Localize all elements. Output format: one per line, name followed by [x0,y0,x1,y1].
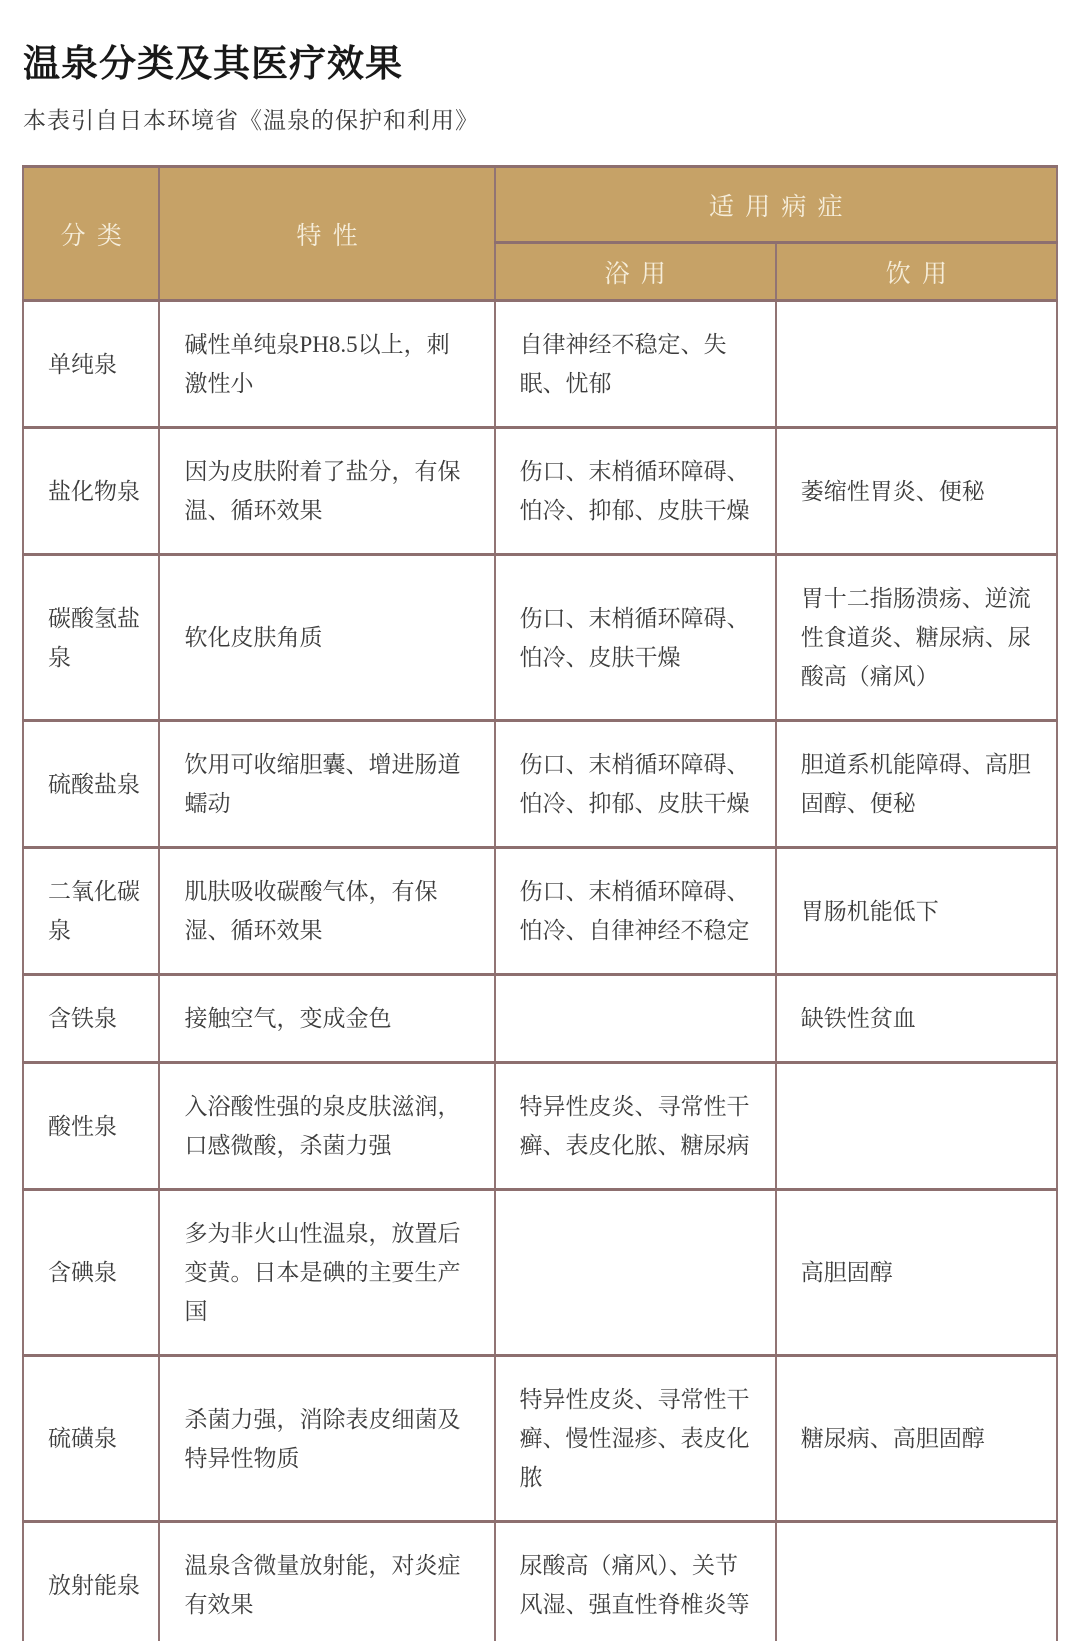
hot-spring-classification-table [22,165,1058,1641]
header-category: 分类 [23,167,159,301]
cell-bath: 伤口、末梢循环障碍、怕冷、皮肤干燥 [495,555,776,721]
cell-bath: 伤口、末梢循环障碍、怕冷、抑郁、皮肤干燥 [495,721,776,848]
cell-drink: 缺铁性贫血 [776,975,1057,1063]
cell-drink: 萎缩性胃炎、便秘 [776,428,1057,555]
table-row [23,1356,1057,1522]
table-row [23,721,1057,848]
cell-bath: 特异性皮炎、寻常性干癣、慢性湿疹、表皮化脓 [495,1356,776,1522]
cell-category: 酸性泉 [23,1063,159,1190]
table-row [23,428,1057,555]
cell-characteristics: 多为非火山性温泉，放置后变黄。日本是碘的主要生产国 [159,1190,494,1356]
header-indications: 适用病症 [495,167,1058,243]
cell-category: 含铁泉 [23,975,159,1063]
cell-characteristics: 肌肤吸收碳酸气体，有保湿、循环效果 [159,848,494,975]
cell-characteristics: 软化皮肤角质 [159,555,494,721]
table-row [23,975,1057,1063]
cell-bath [495,1190,776,1356]
cell-category: 硫磺泉 [23,1356,159,1522]
cell-bath: 伤口、末梢循环障碍、怕冷、抑郁、皮肤干燥 [495,428,776,555]
cell-characteristics: 饮用可收缩胆囊、增进肠道蠕动 [159,721,494,848]
cell-category: 碳酸氢盐泉 [23,555,159,721]
cell-bath: 伤口、末梢循环障碍、怕冷、自律神经不稳定 [495,848,776,975]
cell-drink: 高胆固醇 [776,1190,1057,1356]
cell-drink: 胃肠机能低下 [776,848,1057,975]
cell-characteristics: 温泉含微量放射能，对炎症有效果 [159,1522,494,1641]
table-row [23,555,1057,721]
cell-characteristics: 因为皮肤附着了盐分，有保温、循环效果 [159,428,494,555]
cell-drink: 胆道系机能障碍、高胆固醇、便秘 [776,721,1057,848]
table-row [23,1063,1057,1190]
cell-characteristics: 接触空气，变成金色 [159,975,494,1063]
table-header [23,167,1057,301]
cell-characteristics: 入浴酸性强的泉皮肤滋润，口感微酸，杀菌力强 [159,1063,494,1190]
table-row [23,1522,1057,1641]
cell-bath [495,975,776,1063]
cell-category: 硫酸盐泉 [23,721,159,848]
cell-drink [776,1522,1057,1641]
cell-category: 含碘泉 [23,1190,159,1356]
cell-characteristics: 碱性单纯泉PH8.5以上，刺激性小 [159,301,494,428]
cell-drink [776,301,1057,428]
table-row [23,1190,1057,1356]
cell-category: 盐化物泉 [23,428,159,555]
page-subtitle: 本表引自日本环境省《温泉的保护和利用》 [23,108,479,134]
cell-characteristics: 杀菌力强，消除表皮细菌及特异性物质 [159,1356,494,1522]
header-drink-use: 饮用 [776,243,1057,301]
header-characteristics: 特性 [159,167,494,301]
header-bath-use: 浴用 [495,243,776,301]
cell-category: 放射能泉 [23,1522,159,1641]
cell-bath: 尿酸高（痛风）、关节风湿、强直性脊椎炎等 [495,1522,776,1641]
cell-bath: 特异性皮炎、寻常性干癣、表皮化脓、糖尿病 [495,1063,776,1190]
cell-drink: 胃十二指肠溃疡、逆流性食道炎、糖尿病、尿酸高（痛风） [776,555,1057,721]
cell-bath: 自律神经不稳定、失眠、忧郁 [495,301,776,428]
table-row [23,301,1057,428]
cell-drink [776,1063,1057,1190]
page-title: 温泉分类及其医疗效果 [23,44,403,85]
table-body [23,301,1057,1641]
table-row [23,848,1057,975]
cell-drink: 糖尿病、高胆固醇 [776,1356,1057,1522]
cell-category: 二氧化碳泉 [23,848,159,975]
cell-category: 单纯泉 [23,301,159,428]
